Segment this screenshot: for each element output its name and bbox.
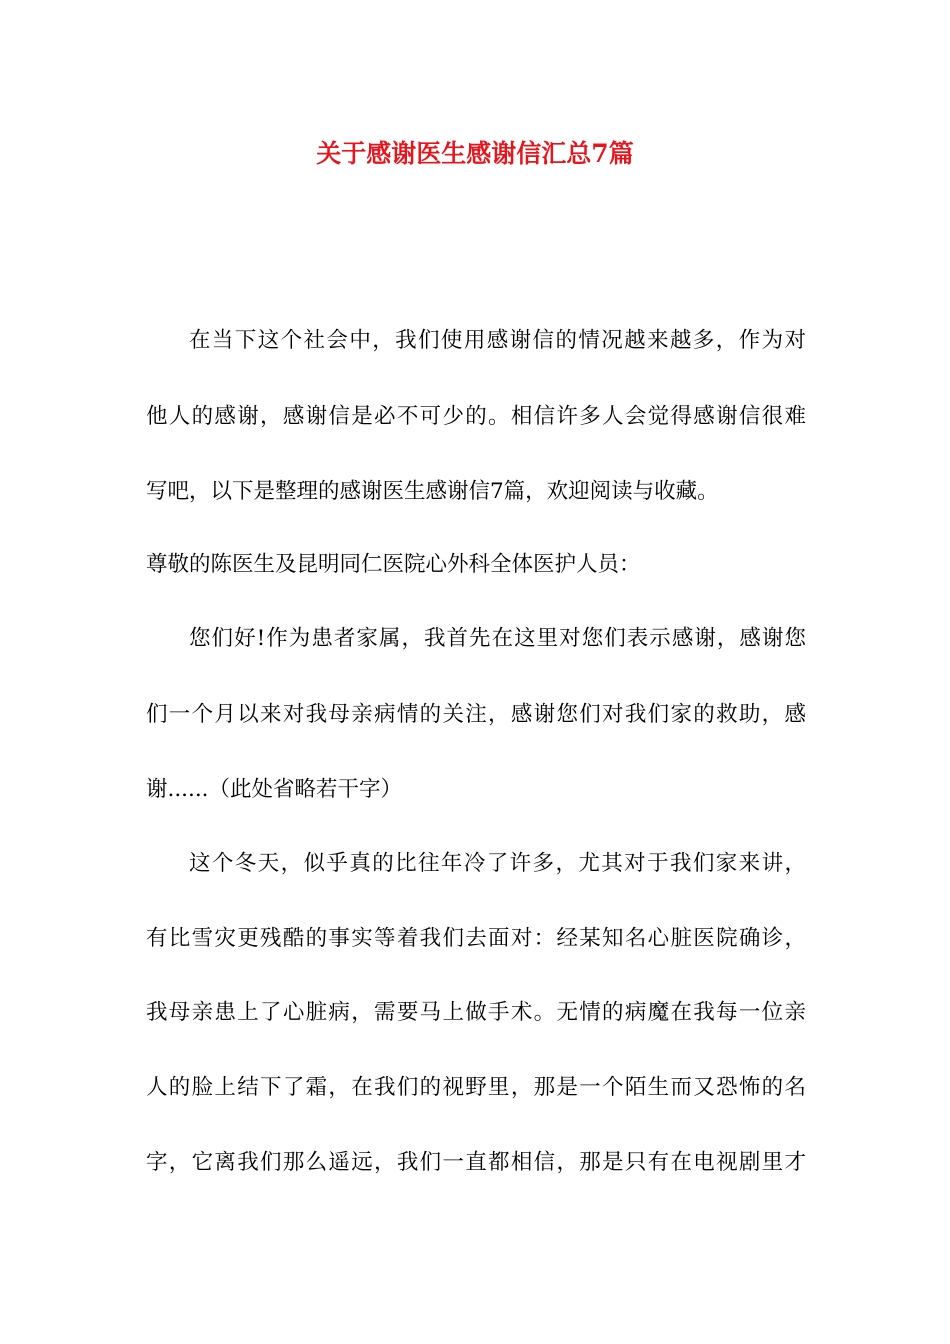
document-title: 关于感谢医生感谢信汇总7篇 [316,139,634,168]
paragraph-3-line-2: 有比雪灾更残酷的事实等着我们去面对：经某知名心脏医院确诊， [146,926,806,951]
paragraph-1-line-2: 他人的感谢，感谢信是必不可少的。相信许多人会觉得感谢信很难 [146,404,806,429]
salutation: 尊敬的陈医生及昆明同仁医院心外科全体医护人员： [146,552,641,577]
paragraph-3-line-1: 这个冬天，似乎真的比往年冷了许多，尤其对于我们家来讲， [189,851,806,876]
paragraph-2-line-2: 们一个月以来对我母亲病情的关注，感谢您们对我们家的救助，感 [146,702,806,727]
paragraph-2-line-1: 您们好!作为患者家属，我首先在这里对您们表示感谢，感谢您 [189,626,806,651]
paragraph-3-line-4: 人的脸上结下了霜，在我们的视野里，那是一个陌生而又恐怖的名 [146,1075,806,1100]
paragraph-2-line-3: 谢......（此处省略若干字） [146,777,403,802]
paragraph-1-line-3: 写吧，以下是整理的感谢医生感谢信7篇，欢迎阅读与收藏。 [146,479,719,504]
paragraph-1-line-1: 在当下这个社会中，我们使用感谢信的情况越来越多，作为对 [189,328,806,353]
paragraph-3-line-5: 字，它离我们那么遥远，我们一直都相信，那是只有在电视剧里才 [146,1150,806,1175]
paragraph-3-line-3: 我母亲患上了心脏病，需要马上做手术。无情的病魔在我每一位亲 [146,1000,806,1025]
